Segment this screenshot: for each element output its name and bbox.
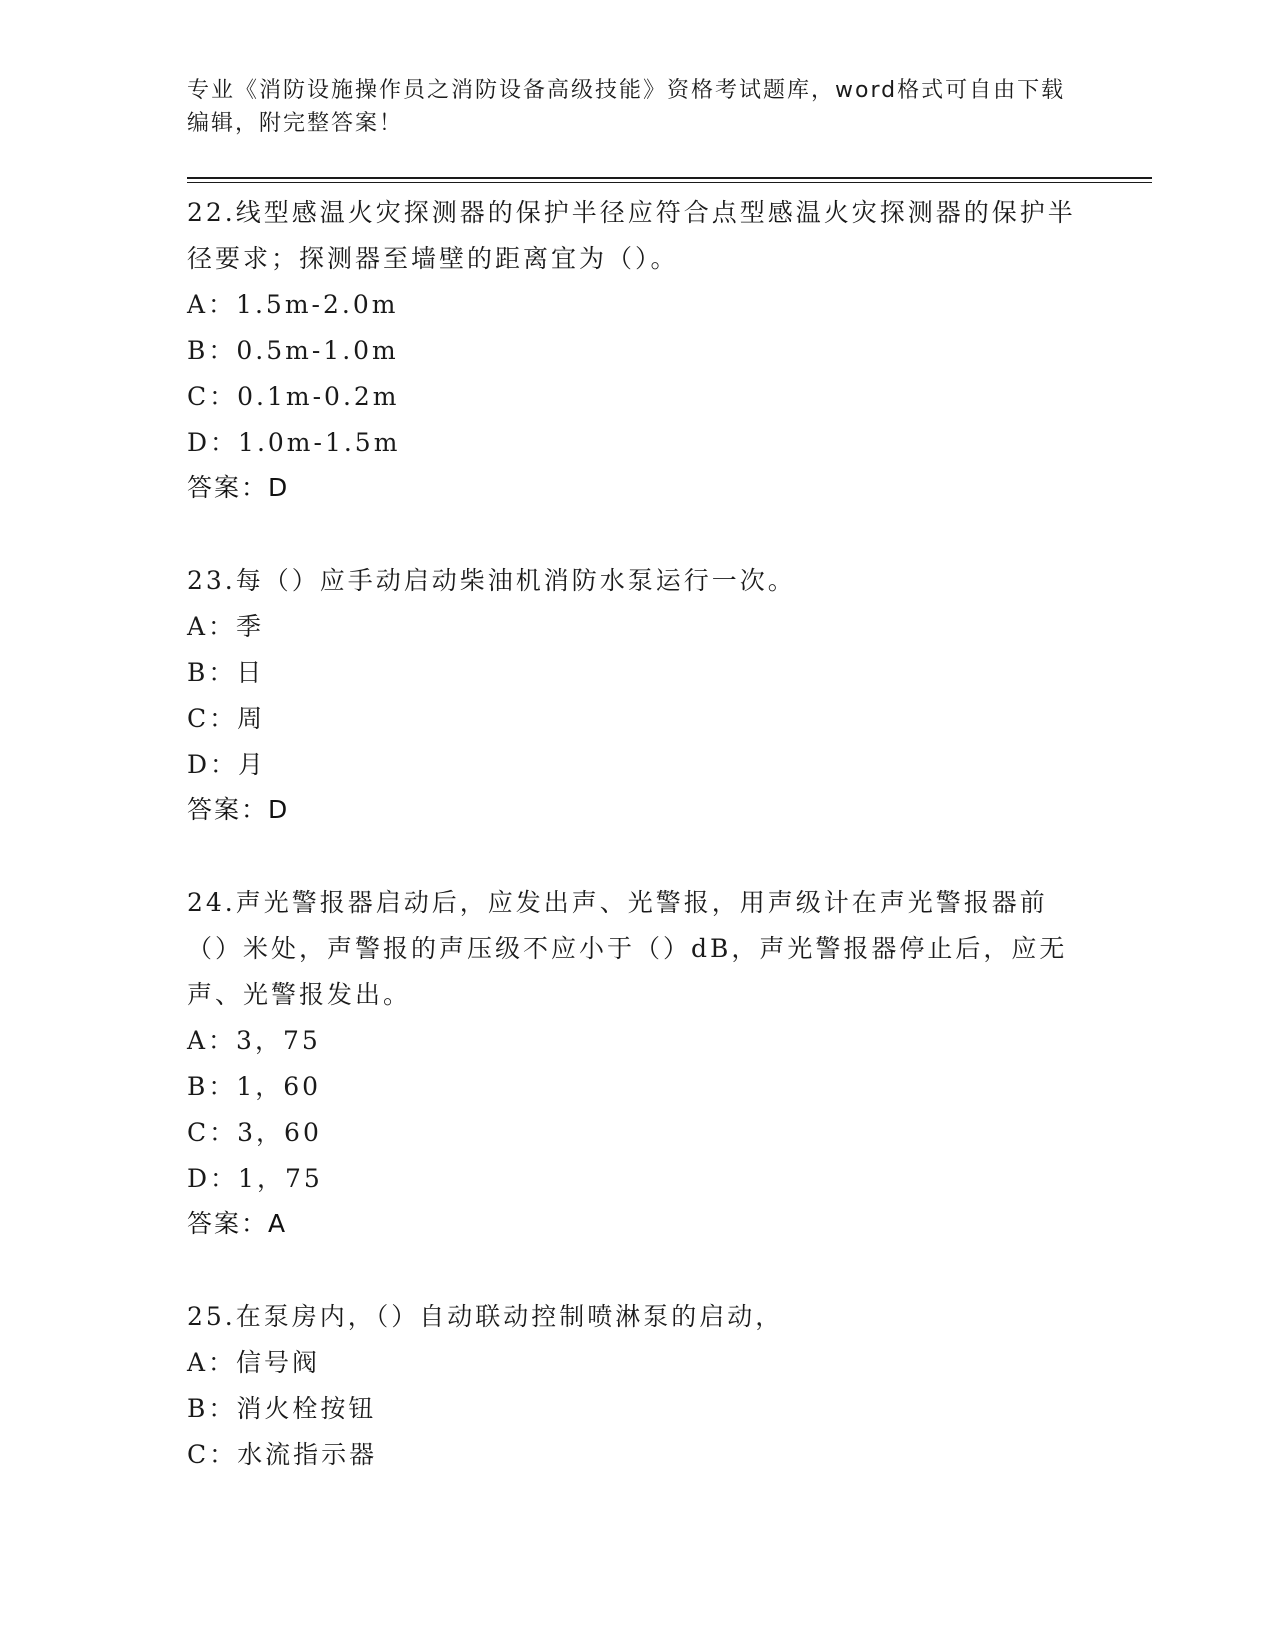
question-22 <box>187 190 1087 510</box>
option-c: C：水流指示器 <box>187 1440 378 1469</box>
option-b: B：0.5m-1.0m <box>187 336 399 365</box>
option-d: D：1.0m-1.5m <box>187 428 401 457</box>
question-23 <box>187 558 1087 832</box>
option-c: C：周 <box>187 704 266 733</box>
option-c: C：3，60 <box>187 1118 322 1147</box>
option-b: B：日 <box>187 658 265 687</box>
question-stem: 23.每（）应手动启动柴油机消防水泵运行一次。 <box>187 566 796 595</box>
header-divider-thin <box>187 182 1152 183</box>
question-24 <box>187 880 1087 1246</box>
header-divider-thick <box>187 177 1152 179</box>
option-a: A：信号阀 <box>187 1348 321 1377</box>
option-a: A：1.5m-2.0m <box>187 290 399 319</box>
option-b: B：1，60 <box>187 1072 322 1101</box>
answer: 答案：D <box>187 795 290 824</box>
option-d: D：1，75 <box>187 1164 323 1193</box>
option-a: A：季 <box>187 612 265 641</box>
answer: 答案：D <box>187 473 290 502</box>
question-stem: 24.声光警报器启动后，应发出声、光警报，用声级计在声光警报器前（）米处，声警报的声压级不应小于（）dB，声光警报器停止后，应无声、光警报发出。 <box>187 888 1068 1009</box>
option-d: D：月 <box>187 750 267 779</box>
option-c: C：0.1m-0.2m <box>187 382 400 411</box>
question-stem: 25.在泵房内，（）自动联动控制喷淋泵的启动， <box>187 1302 784 1331</box>
question-stem: 22.线型感温火灾探测器的保护半径应符合点型感温火灾探测器的保护半径要求；探测器至墙壁的距离宜为（）。 <box>187 198 1076 273</box>
option-a: A：3，75 <box>187 1026 321 1055</box>
document-header: 专业《消防设施操作员之消防设备高级技能》资格考试题库，word格式可自由下载编辑，附完整答案！ <box>187 78 1066 136</box>
answer: 答案：A <box>187 1209 288 1238</box>
option-b: B：消火栓按钮 <box>187 1394 377 1423</box>
question-25 <box>187 1294 1087 1478</box>
question-list <box>187 190 1087 1478</box>
